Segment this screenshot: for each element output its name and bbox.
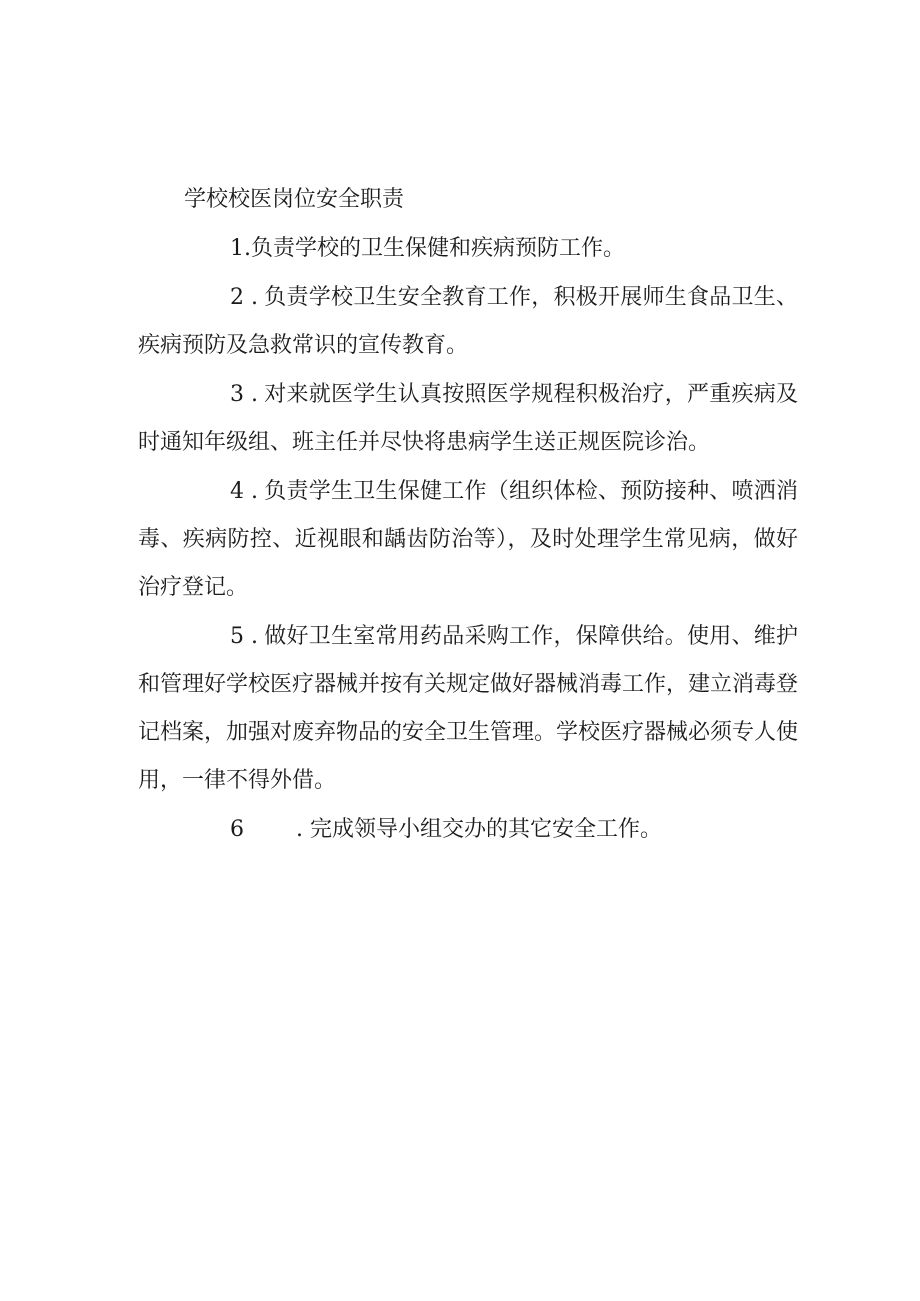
item-number: 3 .	[230, 382, 258, 407]
item-number: 5 .	[230, 624, 258, 649]
item-text: 负责学生卫生保健工作（组织体检、预防接种、喷洒消毒、疾病防控、近视眼和龋齿防治等），及时处理学生常见病，做好治疗登记。	[138, 479, 798, 600]
duty-item-2	[138, 274, 798, 370]
document-body	[138, 176, 798, 855]
duty-item-1	[138, 225, 798, 273]
item-text: 对来就医学生认真按照医学规程积极治疗，严重疾病及时通知年级组、班主任并尽快将患病学生送正规医院诊治。	[138, 382, 798, 455]
item-number: 6	[230, 817, 244, 842]
item-number: 2 .	[230, 285, 258, 310]
item-text: 负责学校的卫生保健和疾病预防工作。	[251, 236, 626, 261]
item-text: . 完成领导小组交办的其它安全工作。	[296, 817, 662, 842]
document-title: 学校校医岗位安全职责	[184, 187, 405, 212]
item-text: 做好卫生室常用药品采购工作，保障供给。使用、维护和管理好学校医疗器械并按有关规定做好器械消毒工作，建立消毒登记档案，加强对废弃物品的安全卫生管理。学校医疗器械必须专人使用，一律不得外借。	[138, 624, 799, 793]
duty-item-4	[138, 468, 798, 612]
duty-item-3	[138, 371, 798, 467]
item-text: 负责学校卫生安全教育工作，积极开展师生食品卫生、疾病预防及急救常识的宣传教育。	[138, 285, 798, 358]
item-number: 4 .	[230, 479, 258, 504]
item-number: 1.	[230, 236, 251, 261]
duty-item-6	[138, 806, 798, 854]
duty-item-5	[138, 613, 798, 805]
